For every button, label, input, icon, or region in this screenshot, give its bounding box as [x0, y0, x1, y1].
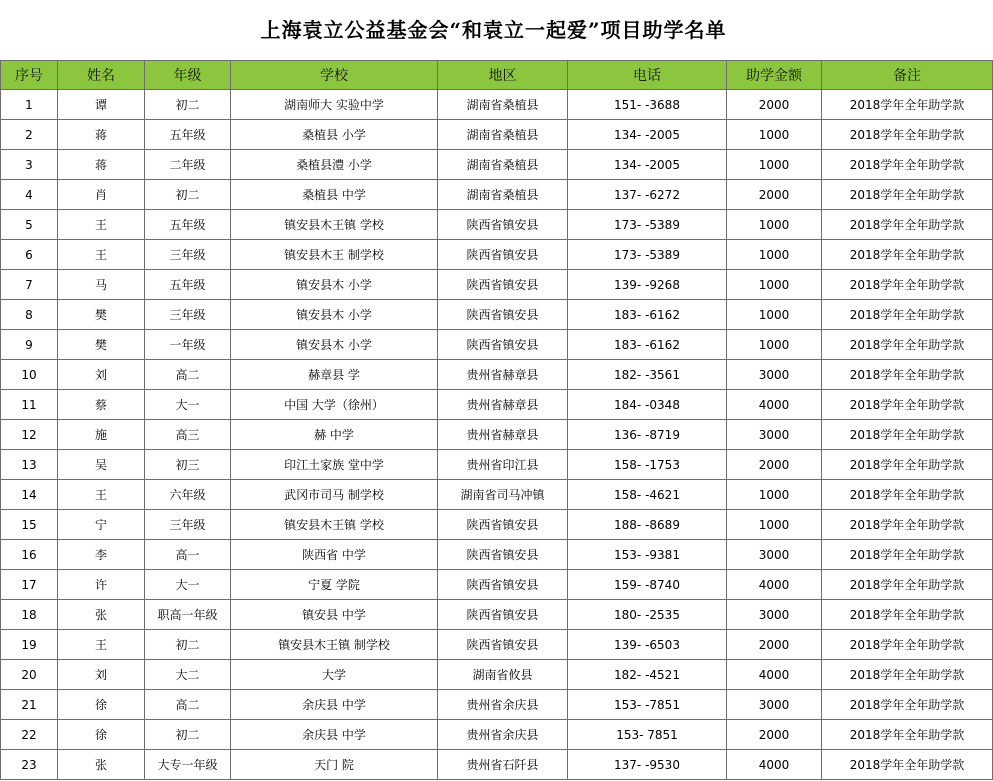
cell-amount[interactable]: 3000 [727, 420, 822, 450]
header-school[interactable]: 学校 [231, 61, 438, 90]
header-amount[interactable]: 助学金额 [727, 61, 822, 90]
table-row [1, 510, 993, 540]
cell-note[interactable]: 2018学年全年助学款 [822, 150, 993, 180]
cell-grade[interactable]: 初二 [145, 90, 231, 120]
cell-name[interactable]: 刘 [58, 660, 145, 690]
table-row [1, 150, 993, 180]
cell-grade[interactable]: 高二 [145, 690, 231, 720]
cell-no[interactable]: 14 [1, 480, 58, 510]
cell-phone[interactable]: 153- 7851 [568, 720, 727, 750]
sheet-title: 上海袁立公益基金会“和袁立一起爱”项目助学名单 [260, 18, 727, 42]
cell-region[interactable]: 湖南省桑植县 [438, 180, 568, 210]
cell-note[interactable]: 2018学年全年助学款 [822, 660, 993, 690]
cell-note[interactable]: 2018学年全年助学款 [822, 90, 993, 120]
cell-amount[interactable]: 3000 [727, 540, 822, 570]
cell-note[interactable]: 2018学年全年助学款 [822, 510, 993, 540]
cell-school[interactable]: 镇安县木王镇 制学校 [231, 630, 438, 660]
cell-name[interactable]: 谭 [58, 90, 145, 120]
cell-note[interactable]: 2018学年全年助学款 [822, 450, 993, 480]
cell-grade[interactable]: 大二 [145, 660, 231, 690]
cell-name[interactable]: 蒋 [58, 120, 145, 150]
table-row [1, 330, 993, 360]
cell-note[interactable]: 2018学年全年助学款 [822, 240, 993, 270]
cell-region[interactable]: 湖南省桑植县 [438, 150, 568, 180]
cell-no[interactable]: 10 [1, 360, 58, 390]
cell-no[interactable]: 15 [1, 510, 58, 540]
cell-note[interactable]: 2018学年全年助学款 [822, 540, 993, 570]
cell-school[interactable]: 武冈市司马 制学校 [231, 480, 438, 510]
cell-school[interactable]: 镇安县木 小学 [231, 330, 438, 360]
cell-region[interactable]: 贵州省赫章县 [438, 360, 568, 390]
cell-no[interactable]: 21 [1, 690, 58, 720]
table-row [1, 630, 993, 660]
cell-note[interactable]: 2018学年全年助学款 [822, 750, 993, 780]
cell-grade[interactable]: 高一 [145, 540, 231, 570]
cell-region[interactable]: 湖南省攸县 [438, 660, 568, 690]
cell-school[interactable]: 镇安县木王 制学校 [231, 240, 438, 270]
cell-phone[interactable]: 159- -8740 [568, 570, 727, 600]
cell-name[interactable]: 蔡 [58, 390, 145, 420]
cell-amount[interactable]: 2000 [727, 180, 822, 210]
cell-name[interactable]: 施 [58, 420, 145, 450]
cell-phone[interactable]: 183- -6162 [568, 300, 727, 330]
cell-school[interactable]: 桑植县 小学 [231, 120, 438, 150]
header-note[interactable]: 备注 [822, 61, 993, 90]
cell-amount[interactable]: 3000 [727, 690, 822, 720]
cell-region[interactable]: 湖南省桑植县 [438, 120, 568, 150]
cell-region[interactable]: 陕西省镇安县 [438, 570, 568, 600]
cell-school[interactable]: 湖南师大 实验中学 [231, 90, 438, 120]
cell-region[interactable]: 贵州省余庆县 [438, 720, 568, 750]
cell-school[interactable]: 赫章县 学 [231, 360, 438, 390]
cell-phone[interactable]: 139- -6503 [568, 630, 727, 660]
cell-phone[interactable]: 136- -8719 [568, 420, 727, 450]
table-row [1, 660, 993, 690]
cell-no[interactable]: 5 [1, 210, 58, 240]
cell-grade[interactable]: 高二 [145, 360, 231, 390]
cell-region[interactable]: 贵州省赫章县 [438, 420, 568, 450]
cell-phone[interactable]: 139- -9268 [568, 270, 727, 300]
cell-note[interactable]: 2018学年全年助学款 [822, 420, 993, 450]
cell-grade[interactable]: 六年级 [145, 480, 231, 510]
cell-no[interactable]: 16 [1, 540, 58, 570]
cell-phone[interactable]: 137- -9530 [568, 750, 727, 780]
cell-note[interactable]: 2018学年全年助学款 [822, 360, 993, 390]
cell-grade[interactable]: 一年级 [145, 330, 231, 360]
cell-phone[interactable]: 153- -7851 [568, 690, 727, 720]
cell-note[interactable]: 2018学年全年助学款 [822, 720, 993, 750]
cell-school[interactable]: 宁夏 学院 [231, 570, 438, 600]
cell-region[interactable]: 贵州省余庆县 [438, 690, 568, 720]
cell-name[interactable]: 许 [58, 570, 145, 600]
cell-name[interactable]: 樊 [58, 330, 145, 360]
cell-phone[interactable]: 158- -4621 [568, 480, 727, 510]
cell-grade[interactable]: 三年级 [145, 240, 231, 270]
header-no[interactable]: 序号 [1, 61, 58, 90]
cell-name[interactable]: 王 [58, 240, 145, 270]
cell-no[interactable]: 20 [1, 660, 58, 690]
header-name[interactable]: 姓名 [58, 61, 145, 90]
cell-region[interactable]: 贵州省印江县 [438, 450, 568, 480]
cell-school[interactable]: 镇安县木王镇 学校 [231, 210, 438, 240]
cell-grade[interactable]: 初二 [145, 720, 231, 750]
table-body [1, 90, 993, 780]
cell-school[interactable]: 天门 院 [231, 750, 438, 780]
cell-region[interactable]: 贵州省赫章县 [438, 390, 568, 420]
cell-note[interactable]: 2018学年全年助学款 [822, 570, 993, 600]
table-row [1, 540, 993, 570]
table-row [1, 450, 993, 480]
cell-phone[interactable]: 188- -8689 [568, 510, 727, 540]
cell-region[interactable]: 陕西省镇安县 [438, 630, 568, 660]
cell-phone[interactable]: 180- -2535 [568, 600, 727, 630]
cell-school[interactable]: 余庆县 中学 [231, 690, 438, 720]
cell-amount[interactable]: 3000 [727, 600, 822, 630]
cell-name[interactable]: 徐 [58, 720, 145, 750]
cell-name[interactable]: 刘 [58, 360, 145, 390]
cell-name[interactable]: 王 [58, 480, 145, 510]
cell-amount[interactable]: 4000 [727, 750, 822, 780]
table-row [1, 420, 993, 450]
cell-note[interactable]: 2018学年全年助学款 [822, 390, 993, 420]
cell-note[interactable]: 2018学年全年助学款 [822, 300, 993, 330]
cell-school[interactable]: 赫 中学 [231, 420, 438, 450]
header-region[interactable]: 地区 [438, 61, 568, 90]
cell-no[interactable]: 22 [1, 720, 58, 750]
cell-no[interactable]: 18 [1, 600, 58, 630]
scholarship-table [0, 60, 993, 780]
header-row [1, 61, 993, 90]
cell-region[interactable]: 陕西省镇安县 [438, 600, 568, 630]
cell-amount[interactable]: 1000 [727, 510, 822, 540]
cell-phone[interactable]: 134- -2005 [568, 120, 727, 150]
table-row [1, 480, 993, 510]
cell-amount[interactable]: 4000 [727, 390, 822, 420]
cell-region[interactable]: 陕西省镇安县 [438, 510, 568, 540]
cell-school[interactable]: 陕西省 中学 [231, 540, 438, 570]
cell-phone[interactable]: 182- -3561 [568, 360, 727, 390]
cell-no[interactable]: 9 [1, 330, 58, 360]
cell-amount[interactable]: 2000 [727, 90, 822, 120]
table-row [1, 180, 993, 210]
cell-grade[interactable]: 大一 [145, 390, 231, 420]
cell-amount[interactable]: 1000 [727, 330, 822, 360]
cell-school[interactable]: 印江土家族 堂中学 [231, 450, 438, 480]
cell-name[interactable]: 张 [58, 750, 145, 780]
cell-grade[interactable]: 五年级 [145, 270, 231, 300]
cell-region[interactable]: 陕西省镇安县 [438, 270, 568, 300]
table-row [1, 270, 993, 300]
cell-name[interactable]: 李 [58, 540, 145, 570]
cell-amount[interactable]: 1000 [727, 210, 822, 240]
cell-no[interactable]: 7 [1, 270, 58, 300]
cell-phone[interactable]: 151- -3688 [568, 90, 727, 120]
cell-name[interactable]: 马 [58, 270, 145, 300]
cell-no[interactable]: 4 [1, 180, 58, 210]
table-row [1, 390, 993, 420]
cell-no[interactable]: 13 [1, 450, 58, 480]
cell-region[interactable]: 湖南省司马冲镇 [438, 480, 568, 510]
cell-no[interactable]: 2 [1, 120, 58, 150]
cell-grade[interactable]: 大一 [145, 570, 231, 600]
cell-note[interactable]: 2018学年全年助学款 [822, 480, 993, 510]
cell-region[interactable]: 陕西省镇安县 [438, 540, 568, 570]
cell-region[interactable]: 贵州省石阡县 [438, 750, 568, 780]
cell-name[interactable]: 宁 [58, 510, 145, 540]
cell-name[interactable]: 张 [58, 600, 145, 630]
cell-no[interactable]: 11 [1, 390, 58, 420]
cell-region[interactable]: 陕西省镇安县 [438, 240, 568, 270]
cell-grade[interactable]: 五年级 [145, 210, 231, 240]
table-row [1, 120, 993, 150]
cell-name[interactable]: 王 [58, 210, 145, 240]
cell-phone[interactable]: 184- -0348 [568, 390, 727, 420]
cell-name[interactable]: 吴 [58, 450, 145, 480]
cell-amount[interactable]: 1000 [727, 150, 822, 180]
cell-school[interactable]: 镇安县 中学 [231, 600, 438, 630]
cell-amount[interactable]: 2000 [727, 630, 822, 660]
cell-phone[interactable]: 137- -6272 [568, 180, 727, 210]
cell-school[interactable]: 余庆县 中学 [231, 720, 438, 750]
cell-school[interactable]: 镇安县木 小学 [231, 300, 438, 330]
cell-grade[interactable]: 初三 [145, 450, 231, 480]
cell-phone[interactable]: 173- -5389 [568, 240, 727, 270]
cell-school[interactable]: 镇安县木王镇 学校 [231, 510, 438, 540]
cell-amount[interactable]: 3000 [727, 360, 822, 390]
cell-grade[interactable]: 高三 [145, 420, 231, 450]
cell-region[interactable]: 湖南省桑植县 [438, 90, 568, 120]
table-row [1, 600, 993, 630]
cell-grade[interactable]: 五年级 [145, 120, 231, 150]
cell-note[interactable]: 2018学年全年助学款 [822, 270, 993, 300]
cell-amount[interactable]: 1000 [727, 270, 822, 300]
cell-phone[interactable]: 134- -2005 [568, 150, 727, 180]
table-row [1, 300, 993, 330]
table-row [1, 750, 993, 780]
cell-grade[interactable]: 三年级 [145, 300, 231, 330]
cell-region[interactable]: 陕西省镇安县 [438, 330, 568, 360]
cell-phone[interactable]: 158- -1753 [568, 450, 727, 480]
cell-no[interactable]: 19 [1, 630, 58, 660]
table-row [1, 240, 993, 270]
cell-note[interactable]: 2018学年全年助学款 [822, 690, 993, 720]
cell-grade[interactable]: 初二 [145, 630, 231, 660]
cell-school[interactable]: 桑植县澧 小学 [231, 150, 438, 180]
table-row [1, 720, 993, 750]
table-row [1, 570, 993, 600]
cell-school[interactable]: 桑植县 中学 [231, 180, 438, 210]
cell-amount[interactable]: 4000 [727, 570, 822, 600]
cell-name[interactable]: 王 [58, 630, 145, 660]
cell-grade[interactable]: 二年级 [145, 150, 231, 180]
cell-region[interactable]: 陕西省镇安县 [438, 210, 568, 240]
cell-phone[interactable]: 182- -4521 [568, 660, 727, 690]
cell-name[interactable]: 樊 [58, 300, 145, 330]
cell-note[interactable]: 2018学年全年助学款 [822, 330, 993, 360]
cell-region[interactable]: 陕西省镇安县 [438, 300, 568, 330]
cell-name[interactable]: 肖 [58, 180, 145, 210]
cell-phone[interactable]: 183- -6162 [568, 330, 727, 360]
cell-school[interactable]: 中国 大学（徐州） [231, 390, 438, 420]
cell-grade[interactable]: 职高一年级 [145, 600, 231, 630]
header-phone[interactable]: 电话 [568, 61, 727, 90]
cell-grade[interactable]: 三年级 [145, 510, 231, 540]
cell-no[interactable]: 17 [1, 570, 58, 600]
cell-amount[interactable]: 1000 [727, 120, 822, 150]
cell-amount[interactable]: 1000 [727, 480, 822, 510]
table-row [1, 690, 993, 720]
cell-no[interactable]: 23 [1, 750, 58, 780]
cell-note[interactable]: 2018学年全年助学款 [822, 120, 993, 150]
cell-amount[interactable]: 2000 [727, 450, 822, 480]
cell-name[interactable]: 蒋 [58, 150, 145, 180]
cell-note[interactable]: 2018学年全年助学款 [822, 600, 993, 630]
cell-no[interactable]: 1 [1, 90, 58, 120]
cell-amount[interactable]: 4000 [727, 660, 822, 690]
cell-phone[interactable]: 153- -9381 [568, 540, 727, 570]
cell-phone[interactable]: 173- -5389 [568, 210, 727, 240]
cell-no[interactable]: 3 [1, 150, 58, 180]
cell-no[interactable]: 6 [1, 240, 58, 270]
cell-amount[interactable]: 1000 [727, 300, 822, 330]
cell-school[interactable]: 镇安县木 小学 [231, 270, 438, 300]
cell-note[interactable]: 2018学年全年助学款 [822, 180, 993, 210]
cell-note[interactable]: 2018学年全年助学款 [822, 210, 993, 240]
cell-grade[interactable]: 初二 [145, 180, 231, 210]
cell-name[interactable]: 徐 [58, 690, 145, 720]
cell-note[interactable]: 2018学年全年助学款 [822, 630, 993, 660]
header-grade[interactable]: 年级 [145, 61, 231, 90]
cell-grade[interactable]: 大专一年级 [145, 750, 231, 780]
cell-amount[interactable]: 1000 [727, 240, 822, 270]
cell-no[interactable]: 8 [1, 300, 58, 330]
table-row [1, 360, 993, 390]
cell-amount[interactable]: 2000 [727, 720, 822, 750]
cell-school[interactable]: 大学 [231, 660, 438, 690]
table-row [1, 210, 993, 240]
cell-no[interactable]: 12 [1, 420, 58, 450]
table-row [1, 90, 993, 120]
